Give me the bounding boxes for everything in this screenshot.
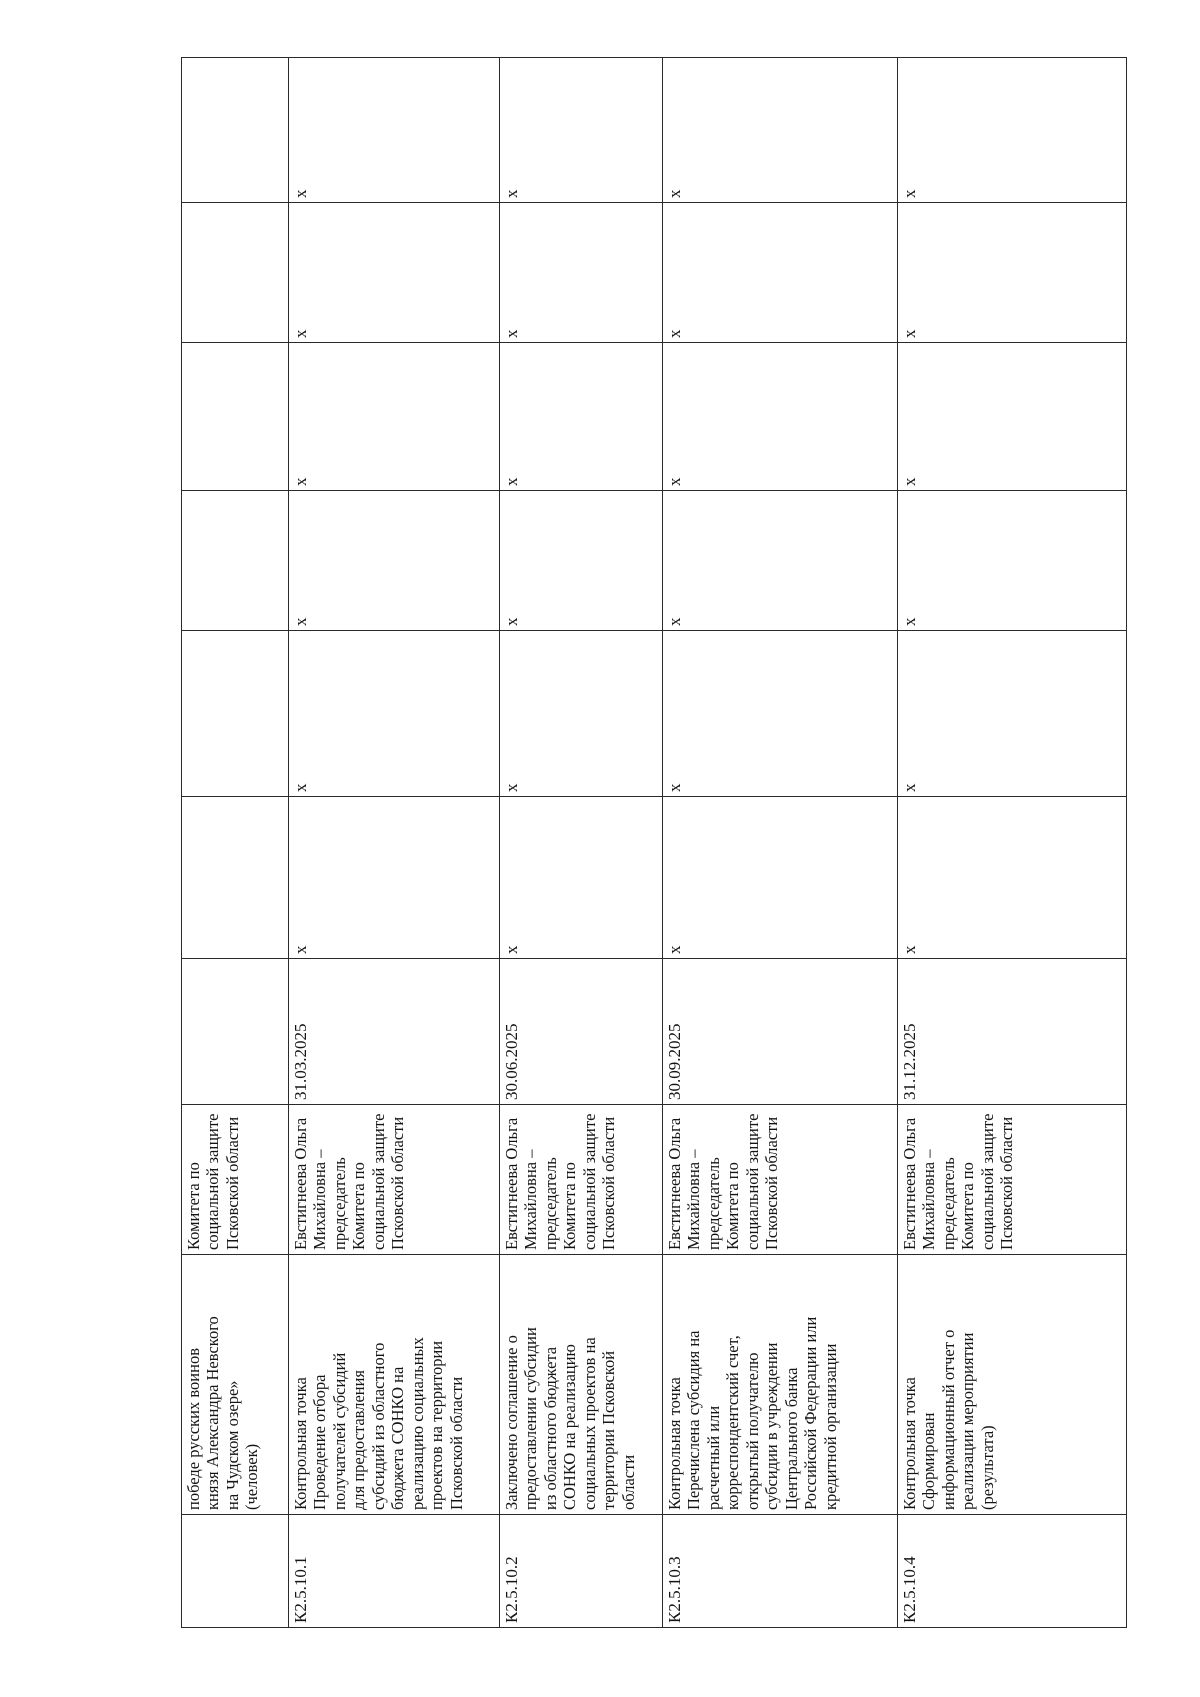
rotated-table-wrapper [181,58,1126,1628]
row-mark-4: х [289,343,500,491]
row-mark-6: х [898,58,1127,203]
row-mark-1: х [500,797,663,959]
row-date: 31.12.2025 [898,959,1127,1105]
row-mark-4: х [500,343,663,491]
row-mark-5: х [500,203,663,343]
table-row [663,58,898,1628]
row-mark-4 [182,343,289,491]
row-responsible: Евстигнеева Ольга Михайловна – председатель Комитета по социальной защите Псковской области [500,1105,663,1255]
row-date: 30.06.2025 [500,959,663,1105]
row-mark-2: х [500,631,663,797]
row-date: 31.03.2025 [289,959,500,1105]
row-code: К2.5.10.4 [898,1515,1127,1628]
row-mark-2 [182,631,289,797]
row-responsible: Комитета по социальной защите Псковской области [182,1105,289,1255]
row-name: Заключено соглашение о предоставлении субсидии из областного бюджета СОНКО на реализацию социальных проектов на территории Псковской области [500,1255,663,1515]
row-code: К2.5.10.1 [289,1515,500,1628]
row-mark-2: х [898,631,1127,797]
row-mark-5 [182,203,289,343]
row-mark-6: х [500,58,663,203]
row-date: 30.09.2025 [663,959,898,1105]
row-mark-2: х [289,631,500,797]
table-row [289,58,500,1628]
row-mark-1: х [289,797,500,959]
row-mark-6 [182,58,289,203]
row-code: К2.5.10.2 [500,1515,663,1628]
row-name: победе русских воинов князя Александра Невского на Чудском озере» (человек) [182,1255,289,1515]
row-mark-4: х [663,343,898,491]
control-points-table [181,57,1127,1628]
row-name: Контрольная точка Проведение отбора получателей субсидий для предоставления субсидий из областного бюджета СОНКО на реализацию социальных проектов на территории Псковской области [289,1255,500,1515]
row-mark-3: х [898,491,1127,631]
row-code: К2.5.10.3 [663,1515,898,1628]
row-mark-1: х [898,797,1127,959]
row-name: Контрольная точка Перечислена субсидия на расчетный или корреспондентский счет, открытый получателю субсидии в учреждении Центрального банка Российской Федерации или кредитной организации [663,1255,898,1515]
row-mark-4: х [898,343,1127,491]
row-mark-5: х [289,203,500,343]
row-date [182,959,289,1105]
row-mark-5: х [898,203,1127,343]
row-responsible: Евстигнеева Ольга Михайловна – председатель Комитета по социальной защите Псковской области [663,1105,898,1255]
row-mark-1 [182,797,289,959]
row-mark-2: х [663,631,898,797]
row-responsible: Евстигнеева Ольга Михайловна – председатель Комитета по социальной защите Псковской области [289,1105,500,1255]
row-name: Контрольная точка Сформирован информационный отчет о реализации мероприятии (результата) [898,1255,1127,1515]
row-mark-3: х [663,491,898,631]
row-mark-6: х [289,58,500,203]
table-row-continuation [182,58,289,1628]
row-code [182,1515,289,1628]
row-mark-6: х [663,58,898,203]
table-row [500,58,663,1628]
row-mark-1: х [663,797,898,959]
row-mark-3 [182,491,289,631]
row-mark-3: х [289,491,500,631]
row-mark-3: х [500,491,663,631]
row-responsible: Евстигнеева Ольга Михайловна – председатель Комитета по социальной защите Псковской области [898,1105,1127,1255]
table-row [898,58,1127,1628]
row-mark-5: х [663,203,898,343]
